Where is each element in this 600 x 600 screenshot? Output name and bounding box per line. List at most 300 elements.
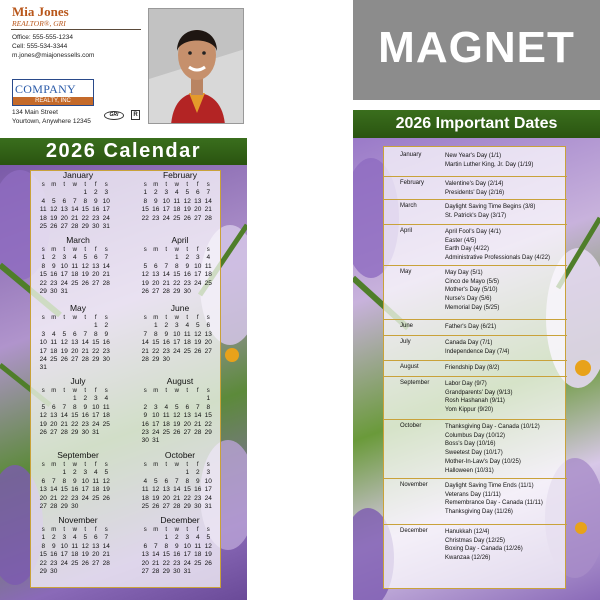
weekday-label: f <box>94 182 97 188</box>
day-cell: 15 <box>71 412 79 420</box>
day-cell: 27 <box>141 568 149 576</box>
day-cell: 11 <box>183 330 191 338</box>
month-name: February <box>162 170 197 180</box>
week-row <box>140 215 220 223</box>
event-item: Yom Kippur (9/20) <box>445 407 494 414</box>
day-cell: 23 <box>162 347 170 355</box>
day-cell: 18 <box>141 494 149 502</box>
day-cell: 11 <box>194 542 202 550</box>
day-cell: 1 <box>143 189 148 197</box>
week-row <box>140 198 220 206</box>
week-row <box>140 288 220 296</box>
day-cell: 23 <box>102 347 110 355</box>
weekday-label: w <box>72 462 77 468</box>
date-month: August <box>400 364 419 370</box>
week-row <box>38 534 118 542</box>
day-cell <box>140 469 151 477</box>
day-cell: 9 <box>195 477 200 485</box>
week-row <box>140 543 220 551</box>
weekday-label: t <box>84 388 87 394</box>
day-cell: 11 <box>50 339 58 347</box>
weekday-label: t <box>63 462 66 468</box>
day-cell <box>49 364 60 372</box>
day-cell: 26 <box>60 356 68 364</box>
event-item: Christmas Day (12/25) <box>445 537 506 544</box>
day-cell: 31 <box>39 364 47 372</box>
day-cell: 18 <box>162 420 170 428</box>
weekday-label: t <box>63 247 66 253</box>
day-cell <box>203 568 214 576</box>
day-cell: 30 <box>102 356 110 364</box>
day-cell: 20 <box>92 271 100 279</box>
day-cell: 22 <box>60 494 68 502</box>
weekday-label: s <box>206 182 210 188</box>
day-cell: 24 <box>60 279 68 287</box>
date-row-october <box>384 419 567 478</box>
day-cell: 20 <box>39 494 47 502</box>
event-item: Daylight Saving Time Ends (11/1) <box>445 483 534 489</box>
day-cell: 19 <box>81 551 89 559</box>
weekday-label: t <box>84 182 87 188</box>
weekday-label: s <box>104 462 108 468</box>
day-cell: 13 <box>183 412 191 420</box>
weekday-label: s <box>104 388 108 394</box>
weekday-label: f <box>94 388 97 394</box>
day-cell: 15 <box>92 339 100 347</box>
day-cell: 15 <box>204 412 212 420</box>
week-row <box>140 356 220 364</box>
weekday-header <box>38 314 118 322</box>
day-cell: 6 <box>41 477 46 485</box>
date-events <box>445 380 513 415</box>
day-cell <box>151 395 162 403</box>
day-cell: 3 <box>153 403 158 411</box>
day-cell: 3 <box>164 189 169 197</box>
day-cell: 4 <box>51 330 56 338</box>
weekday-label: f <box>196 527 199 533</box>
day-cell: 28 <box>71 223 79 231</box>
day-cell: 16 <box>183 271 191 279</box>
weekday-header <box>38 181 118 189</box>
month-may <box>38 303 118 373</box>
week-row <box>38 543 118 551</box>
day-cell: 1 <box>164 534 169 542</box>
day-cell: 21 <box>152 559 160 567</box>
day-cell: 27 <box>71 356 79 364</box>
event-item: Administrative Professionals Day (4/22) <box>445 255 551 262</box>
week-row <box>140 503 220 511</box>
date-events <box>445 323 496 332</box>
day-cell: 24 <box>92 420 100 428</box>
day-cell <box>70 364 81 372</box>
day-cell: 16 <box>162 339 170 347</box>
day-cell: 22 <box>39 559 47 567</box>
day-cell: 7 <box>143 330 148 338</box>
day-cell <box>203 437 214 445</box>
week-row <box>140 331 220 339</box>
day-cell <box>70 322 81 330</box>
day-cell: 6 <box>195 189 200 197</box>
day-cell: 5 <box>143 262 148 270</box>
weekday-label: t <box>63 527 66 533</box>
day-cell <box>59 568 70 576</box>
weekday-label: t <box>165 247 168 253</box>
day-cell: 21 <box>102 551 110 559</box>
day-cell: 10 <box>183 542 191 550</box>
weekday-label: s <box>206 527 210 533</box>
day-cell: 14 <box>71 206 79 214</box>
weekday-label: m <box>51 182 57 188</box>
day-cell: 11 <box>173 197 181 205</box>
weekday-label: s <box>41 247 45 253</box>
day-cell: 1 <box>72 395 77 403</box>
month-august <box>140 376 220 446</box>
weekday-label: m <box>153 247 159 253</box>
date-month: November <box>400 482 428 488</box>
day-cell: 7 <box>51 477 56 485</box>
day-cell: 28 <box>173 503 181 511</box>
day-cell: 10 <box>92 403 100 411</box>
date-row-november <box>384 478 567 524</box>
week-row <box>140 429 220 437</box>
event-item: Independence Day (7/4) <box>445 348 510 355</box>
day-cell: 23 <box>173 559 181 567</box>
weekday-header <box>140 181 220 189</box>
day-cell: 5 <box>195 322 200 330</box>
day-cell <box>38 469 49 477</box>
day-cell: 5 <box>83 534 88 542</box>
day-cell: 25 <box>39 223 47 231</box>
day-cell: 14 <box>141 339 149 347</box>
weekday-label: s <box>41 462 45 468</box>
day-cell: 21 <box>173 494 181 502</box>
week-row <box>140 206 220 214</box>
week-row <box>38 215 118 223</box>
day-cell: 6 <box>72 330 77 338</box>
day-cell: 23 <box>92 214 100 222</box>
day-cell: 21 <box>194 420 202 428</box>
month-february <box>140 170 220 223</box>
day-cell: 4 <box>195 534 200 542</box>
event-item: Halloween (10/31) <box>445 467 494 474</box>
date-row-march <box>384 199 567 224</box>
week-row <box>38 395 118 403</box>
day-cell: 17 <box>183 551 191 559</box>
day-cell <box>172 437 183 445</box>
weekday-label: s <box>206 315 210 321</box>
month-january <box>38 170 118 231</box>
day-cell: 6 <box>143 542 148 550</box>
day-cell <box>101 429 112 437</box>
day-cell <box>80 503 91 511</box>
day-cell: 20 <box>162 494 170 502</box>
weekday-label: f <box>94 315 97 321</box>
day-cell: 7 <box>83 330 88 338</box>
date-row-april <box>384 224 567 265</box>
weekday-label: t <box>165 462 168 468</box>
day-cell: 24 <box>204 494 212 502</box>
day-cell: 8 <box>93 330 98 338</box>
day-cell: 15 <box>39 551 47 559</box>
day-cell: 3 <box>104 189 109 197</box>
day-cell: 5 <box>41 403 46 411</box>
day-cell: 8 <box>41 262 46 270</box>
day-cell: 23 <box>81 420 89 428</box>
day-cell: 29 <box>39 568 47 576</box>
weekday-label: s <box>206 247 210 253</box>
day-cell: 25 <box>194 559 202 567</box>
day-cell: 12 <box>102 477 110 485</box>
event-item: Easter (4/5) <box>445 237 477 244</box>
day-cell: 8 <box>153 330 158 338</box>
week-row <box>140 495 220 503</box>
day-cell: 11 <box>141 486 149 494</box>
day-cell: 25 <box>141 503 149 511</box>
day-cell: 29 <box>71 429 79 437</box>
weekday-label: t <box>186 182 189 188</box>
day-cell: 12 <box>204 542 212 550</box>
day-cell: 25 <box>162 429 170 437</box>
day-cell: 20 <box>194 206 202 214</box>
date-month: September <box>400 380 430 386</box>
weekday-header <box>140 461 220 469</box>
month-name: March <box>66 235 90 245</box>
day-cell: 24 <box>102 214 110 222</box>
date-events <box>445 528 523 563</box>
weekday-label: m <box>51 315 57 321</box>
day-cell: 8 <box>206 403 211 411</box>
day-cell: 26 <box>81 279 89 287</box>
day-cell: 8 <box>41 542 46 550</box>
day-cell <box>80 568 91 576</box>
day-cell: 20 <box>60 214 68 222</box>
day-cell: 13 <box>162 486 170 494</box>
day-cell: 14 <box>102 262 110 270</box>
day-cell: 6 <box>93 254 98 262</box>
weekday-label: s <box>143 315 147 321</box>
event-item: Kwanzaa (12/26) <box>445 555 491 562</box>
day-cell <box>80 322 91 330</box>
day-cell: 4 <box>72 254 77 262</box>
date-row-february <box>384 176 567 199</box>
day-cell: 21 <box>204 206 212 214</box>
day-cell <box>38 395 49 403</box>
day-cell <box>140 534 151 542</box>
day-cell: 24 <box>162 214 170 222</box>
day-cell: 29 <box>152 356 160 364</box>
date-events <box>445 364 499 373</box>
day-cell: 1 <box>93 322 98 330</box>
day-cell <box>182 356 193 364</box>
month-october <box>140 450 220 511</box>
calendar-banner: 2026 Calendar <box>0 138 247 165</box>
month-december <box>140 515 220 576</box>
day-cell: 20 <box>92 551 100 559</box>
week-row <box>140 348 220 356</box>
day-cell: 27 <box>92 559 100 567</box>
day-cell: 11 <box>71 262 79 270</box>
day-cell: 7 <box>104 254 109 262</box>
day-cell: 19 <box>194 339 202 347</box>
day-cell: 26 <box>141 288 149 296</box>
day-cell: 8 <box>72 403 77 411</box>
day-cell: 30 <box>50 568 58 576</box>
weekday-label: w <box>174 527 179 533</box>
day-cell: 16 <box>50 271 58 279</box>
week-row <box>38 348 118 356</box>
day-cell: 17 <box>173 339 181 347</box>
day-cell: 7 <box>195 403 200 411</box>
important-dates-panel <box>383 146 566 589</box>
agent-name: Mia Jones <box>12 4 69 19</box>
day-cell <box>80 288 91 296</box>
day-cell: 28 <box>204 214 212 222</box>
day-cell: 1 <box>206 395 211 403</box>
event-item: Nurse's Day (5/6) <box>445 296 492 303</box>
day-cell: 17 <box>194 271 202 279</box>
day-cell: 13 <box>141 551 149 559</box>
day-cell: 25 <box>102 420 110 428</box>
weekday-header <box>140 314 220 322</box>
weekday-label: t <box>63 315 66 321</box>
day-cell: 30 <box>81 429 89 437</box>
day-cell: 19 <box>102 486 110 494</box>
day-cell <box>101 364 112 372</box>
week-row <box>38 206 118 214</box>
day-cell: 23 <box>50 279 58 287</box>
date-month: December <box>400 528 428 534</box>
day-cell: 20 <box>71 347 79 355</box>
weekday-label: m <box>153 182 159 188</box>
day-cell: 26 <box>81 559 89 567</box>
agent-title: REALTOR®, GRI <box>12 19 66 28</box>
day-cell: 8 <box>185 477 190 485</box>
day-cell: 1 <box>41 254 46 262</box>
day-cell: 6 <box>206 322 211 330</box>
weekday-label: m <box>51 388 57 394</box>
day-cell: 16 <box>194 486 202 494</box>
week-row <box>38 331 118 339</box>
day-cell: 29 <box>60 503 68 511</box>
week-row <box>140 263 220 271</box>
day-cell: 22 <box>173 279 181 287</box>
week-row <box>140 189 220 197</box>
magnet-label: MAGNET <box>353 0 600 100</box>
weekday-label: w <box>174 182 179 188</box>
date-row-july <box>384 335 567 360</box>
weekday-label: s <box>104 315 108 321</box>
important-dates-banner: 2026 Important Dates <box>353 110 600 138</box>
day-cell: 8 <box>164 542 169 550</box>
day-cell: 13 <box>71 339 79 347</box>
day-cell <box>151 254 162 262</box>
day-cell: 28 <box>141 356 149 364</box>
event-item: Rosh Hashanah (9/11) <box>445 398 505 405</box>
event-item: Memorial Day (5/25) <box>445 304 500 311</box>
event-item: Cinco de Mayo (5/5) <box>445 278 500 285</box>
event-item: Mother-In-Law's Day (10/25) <box>445 458 521 465</box>
weekday-label: m <box>153 315 159 321</box>
date-events <box>445 482 543 517</box>
day-cell <box>49 469 60 477</box>
date-row-january <box>384 149 567 176</box>
day-cell: 5 <box>51 197 56 205</box>
day-cell: 23 <box>194 494 202 502</box>
day-cell: 9 <box>104 330 109 338</box>
day-cell: 12 <box>183 197 191 205</box>
day-cell: 20 <box>204 339 212 347</box>
weekday-header <box>140 387 220 395</box>
day-cell: 15 <box>152 339 160 347</box>
day-cell <box>70 189 81 197</box>
day-cell <box>91 288 102 296</box>
day-cell: 15 <box>60 486 68 494</box>
day-cell <box>91 364 102 372</box>
day-cell: 11 <box>92 477 100 485</box>
day-cell: 13 <box>92 542 100 550</box>
day-cell: 2 <box>72 469 77 477</box>
day-cell: 20 <box>50 420 58 428</box>
weekday-label: s <box>41 182 45 188</box>
day-cell: 13 <box>92 262 100 270</box>
weekday-label: s <box>143 247 147 253</box>
day-cell: 2 <box>104 322 109 330</box>
day-cell: 4 <box>174 189 179 197</box>
event-item: Columbus Day (10/12) <box>445 432 506 439</box>
day-cell: 21 <box>81 347 89 355</box>
day-cell <box>38 189 49 197</box>
day-cell: 16 <box>152 206 160 214</box>
day-cell: 31 <box>204 503 212 511</box>
day-cell: 29 <box>204 429 212 437</box>
day-cell: 18 <box>50 347 58 355</box>
day-cell: 16 <box>141 420 149 428</box>
day-cell <box>70 568 81 576</box>
day-cell: 28 <box>102 559 110 567</box>
week-row <box>38 356 118 364</box>
month-name: May <box>69 303 87 313</box>
month-november <box>38 515 118 576</box>
event-item: Canada Day (7/1) <box>445 340 493 346</box>
day-cell: 2 <box>51 534 56 542</box>
day-cell: 26 <box>204 559 212 567</box>
day-cell: 15 <box>39 271 47 279</box>
day-cell: 8 <box>83 197 88 205</box>
day-cell: 3 <box>185 534 190 542</box>
week-row <box>38 560 118 568</box>
day-cell: 26 <box>183 214 191 222</box>
day-cell: 18 <box>102 412 110 420</box>
day-cell: 15 <box>162 551 170 559</box>
weekday-label: s <box>206 462 210 468</box>
date-events <box>445 339 509 356</box>
day-cell <box>140 254 151 262</box>
week-row <box>140 395 220 403</box>
day-cell: 4 <box>72 534 77 542</box>
event-item: May Day (5/1) <box>445 270 483 276</box>
week-row <box>38 198 118 206</box>
day-cell: 30 <box>50 288 58 296</box>
event-item: Mother's Day (5/10) <box>445 287 498 294</box>
day-cell: 3 <box>62 534 67 542</box>
week-row <box>140 560 220 568</box>
day-cell <box>101 568 112 576</box>
weekday-label: t <box>186 315 189 321</box>
weekday-header <box>140 246 220 254</box>
day-cell <box>161 437 172 445</box>
day-cell: 10 <box>194 262 202 270</box>
weekday-label: s <box>206 388 210 394</box>
